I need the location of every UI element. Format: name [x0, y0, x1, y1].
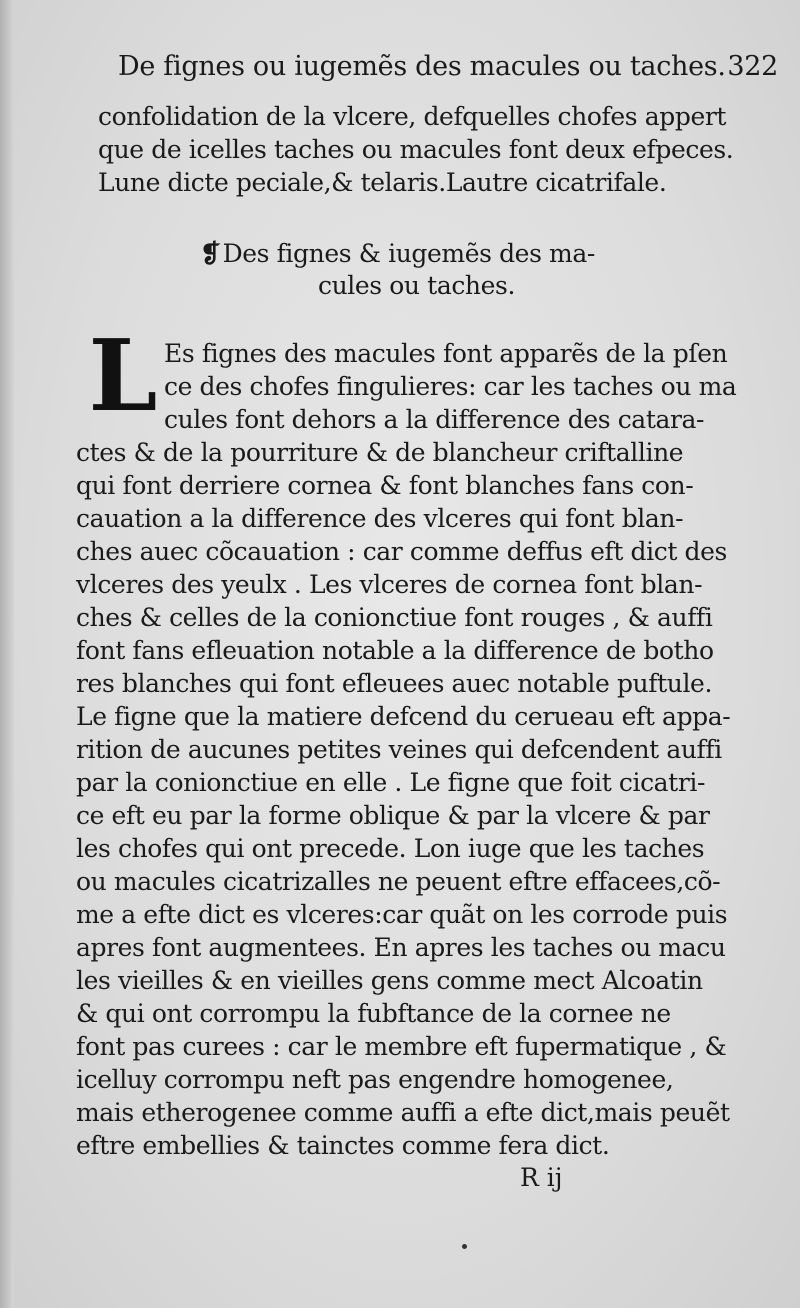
text-line: ce des chofes fingulieres: car les taches ou ma: [164, 372, 737, 401]
text-line: ches auec cõcauation : car comme deffus eft dict des: [76, 537, 727, 566]
text-line: icelluy corrompu neft pas engendre homogenee,: [76, 1065, 674, 1094]
ink-dot: [462, 1244, 467, 1249]
text-line: cules font dehors a la difference des catara-: [164, 405, 705, 434]
text-line: ou macules cicatrizalles ne peuent eftre effacees,cõ-: [76, 867, 721, 896]
intro-paragraph: [98, 100, 738, 199]
text-line: ches & celles de la conionctiue font rouges , & auffi: [76, 603, 713, 632]
drop-cap-initial: L: [88, 334, 158, 420]
text-line: cauation a la difference des vlceres qui font blan-: [76, 504, 684, 533]
page-number: 322: [727, 51, 778, 82]
text-line: res blanches qui font efleuees auec notable puftule.: [76, 669, 712, 698]
text-line: confolidation de la vlcere, defquelles chofes appert: [98, 102, 727, 131]
text-line: & qui ont corrompu la fubftance de la cornee ne: [76, 999, 671, 1028]
text-line: ce eft eu par la forme oblique & par la vlcere & par: [76, 801, 710, 830]
text-line: par la conionctiue en elle . Le figne que foit cicatri-: [76, 768, 706, 797]
text-line: Es fignes des macules font apparẽs de la pſen: [164, 339, 728, 368]
text-line: font pas curees : car le membre eft fupermatique , &: [76, 1032, 727, 1061]
text-line: font fans efleuation notable a la difference de botho: [76, 636, 714, 665]
section-heading-line2: cules ou taches.: [318, 271, 515, 300]
text-line: rition de aucunes petites veines qui defcendent auffi: [76, 735, 722, 764]
signature-mark: R ij: [520, 1163, 563, 1192]
text-line: Lune dicte peciale,& telaris.Lautre cicatrifale.: [98, 168, 667, 197]
text-line: mais etherogenee comme auffi a efte dict,mais peuẽt: [76, 1098, 730, 1127]
text-line: apres font augmentees. En apres les taches ou macu: [76, 933, 726, 962]
text-line: ctes & de la pourriture & de blancheur criftalline: [76, 438, 684, 467]
running-head-title: De fignes ou iugemẽs des macules ou taches.: [118, 51, 726, 82]
section-heading: [200, 238, 620, 302]
text-line: que de icelles taches ou macules font deux efpeces.: [98, 135, 734, 164]
text-line: les chofes qui ont precede. Lon iuge que les taches: [76, 834, 705, 863]
text-line: Le figne que la matiere defcend du cerueau eft appa-: [76, 702, 731, 731]
pilcrow-icon: ❡: [200, 239, 221, 268]
text-line: les vieilles & en vieilles gens comme mect Alcoatin: [76, 966, 703, 995]
page-gutter-shadow: [0, 0, 14, 1308]
text-line: eftre embellies & tainctes comme fera dict.: [76, 1131, 610, 1160]
running-head: [118, 50, 778, 84]
body-paragraph: [76, 337, 737, 1162]
section-heading-line1: Des fignes & iugemẽs des ma-: [222, 239, 595, 268]
text-line: qui font derriere cornea & font blanches fans con-: [76, 471, 694, 500]
text-line: me a efte dict es vlceres:car quãt on les corrode puis: [76, 900, 728, 929]
text-line: vlceres des yeulx . Les vlceres de cornea font blan-: [76, 570, 703, 599]
